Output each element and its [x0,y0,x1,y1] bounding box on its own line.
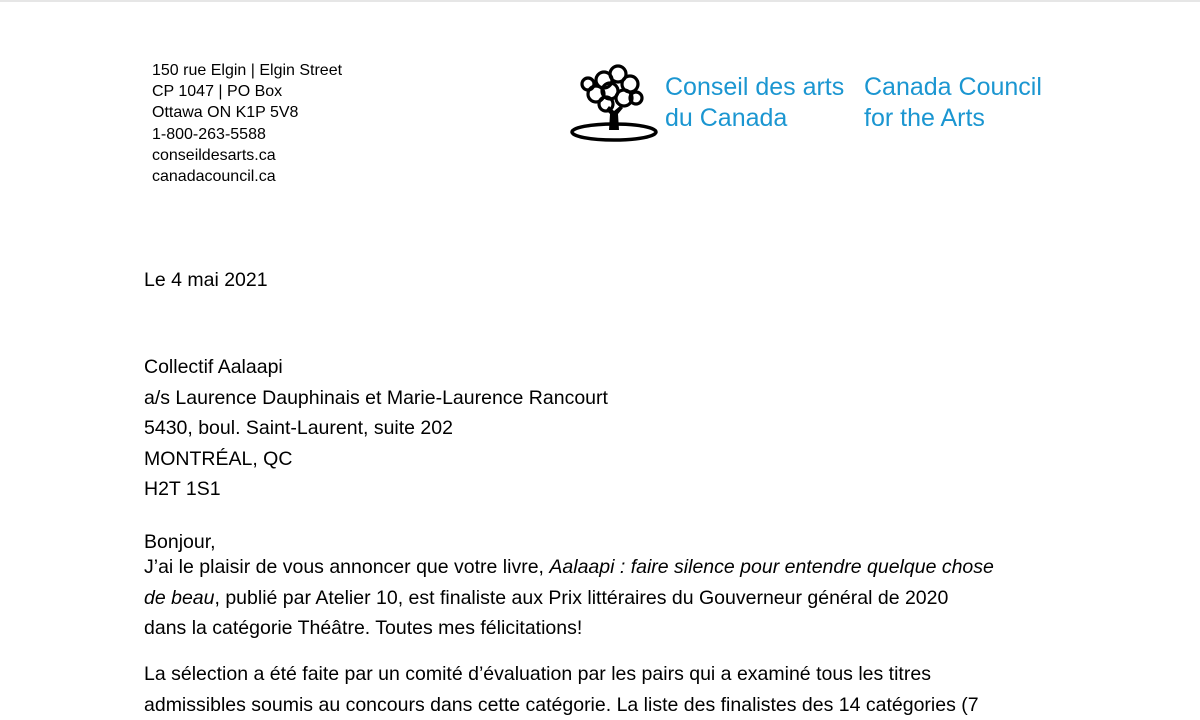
recipient-address-block [144,352,608,505]
recipient-city: MONTRÉAL, QC [144,444,608,475]
org-name-french-line-1: Conseil des arts [665,72,844,103]
paragraph-1-line-3-text: dans la catégorie Théâtre. Toutes mes félicitations! [144,613,582,644]
book-title-part-1: Aalaapi : faire silence pour entendre quelque chose [549,552,993,583]
paragraph-1-line-1-text: J’ai le plaisir de vous annoncer que votre livre, [144,552,549,583]
sender-website-en: canadacouncil.ca [152,166,342,187]
letter-greeting: Bonjour, [144,527,216,558]
paragraph-2-line-2-text: admissibles soumis au concours dans cette catégorie. La liste des finalistes des 14 catégories (7 [144,690,979,720]
sender-address-block [152,60,342,187]
org-name-french-line-2: du Canada [665,103,844,134]
recipient-postal-code: H2T 1S1 [144,474,608,505]
recipient-attention: a/s Laurence Dauphinais et Marie-Laurence Rancourt [144,383,608,414]
paragraph-2-line-1-text: La sélection a été faite par un comité d’évaluation par les pairs qui a examiné tous les titres [144,659,931,690]
letter-date: Le 4 mai 2021 [144,269,268,292]
sender-website-fr: conseildesarts.ca [152,145,342,166]
sender-phone: 1-800-263-5588 [152,124,342,145]
sender-street: 150 rue Elgin | Elgin Street [152,60,342,81]
paragraph-2-line-1 [144,659,1034,690]
paragraph-2-line-2 [144,690,1034,720]
paragraph-1-line-2 [144,583,1034,614]
recipient-name: Collectif Aalaapi [144,352,608,383]
sender-po-box: CP 1047 | PO Box [152,81,342,102]
body-paragraph-2 [144,659,1034,720]
sender-city: Ottawa ON K1P 5V8 [152,102,342,123]
book-title-part-2: de beau [144,583,215,614]
org-name-french [665,72,844,134]
org-name-english-line-2: for the Arts [864,103,1042,134]
paragraph-1-line-1 [144,552,1034,583]
body-paragraph-1 [144,552,1034,644]
org-name-english [864,72,1042,134]
recipient-street: 5430, boul. Saint-Laurent, suite 202 [144,413,608,444]
org-name-english-line-1: Canada Council [864,72,1042,103]
page-top-edge [0,0,1200,2]
paragraph-1-line-3 [144,613,1034,644]
tree-knot-logo-icon [566,58,666,148]
paragraph-1-line-2-text: , publié par Atelier 10, est finaliste aux Prix littéraires du Gouverneur général de 2020 [215,583,949,614]
